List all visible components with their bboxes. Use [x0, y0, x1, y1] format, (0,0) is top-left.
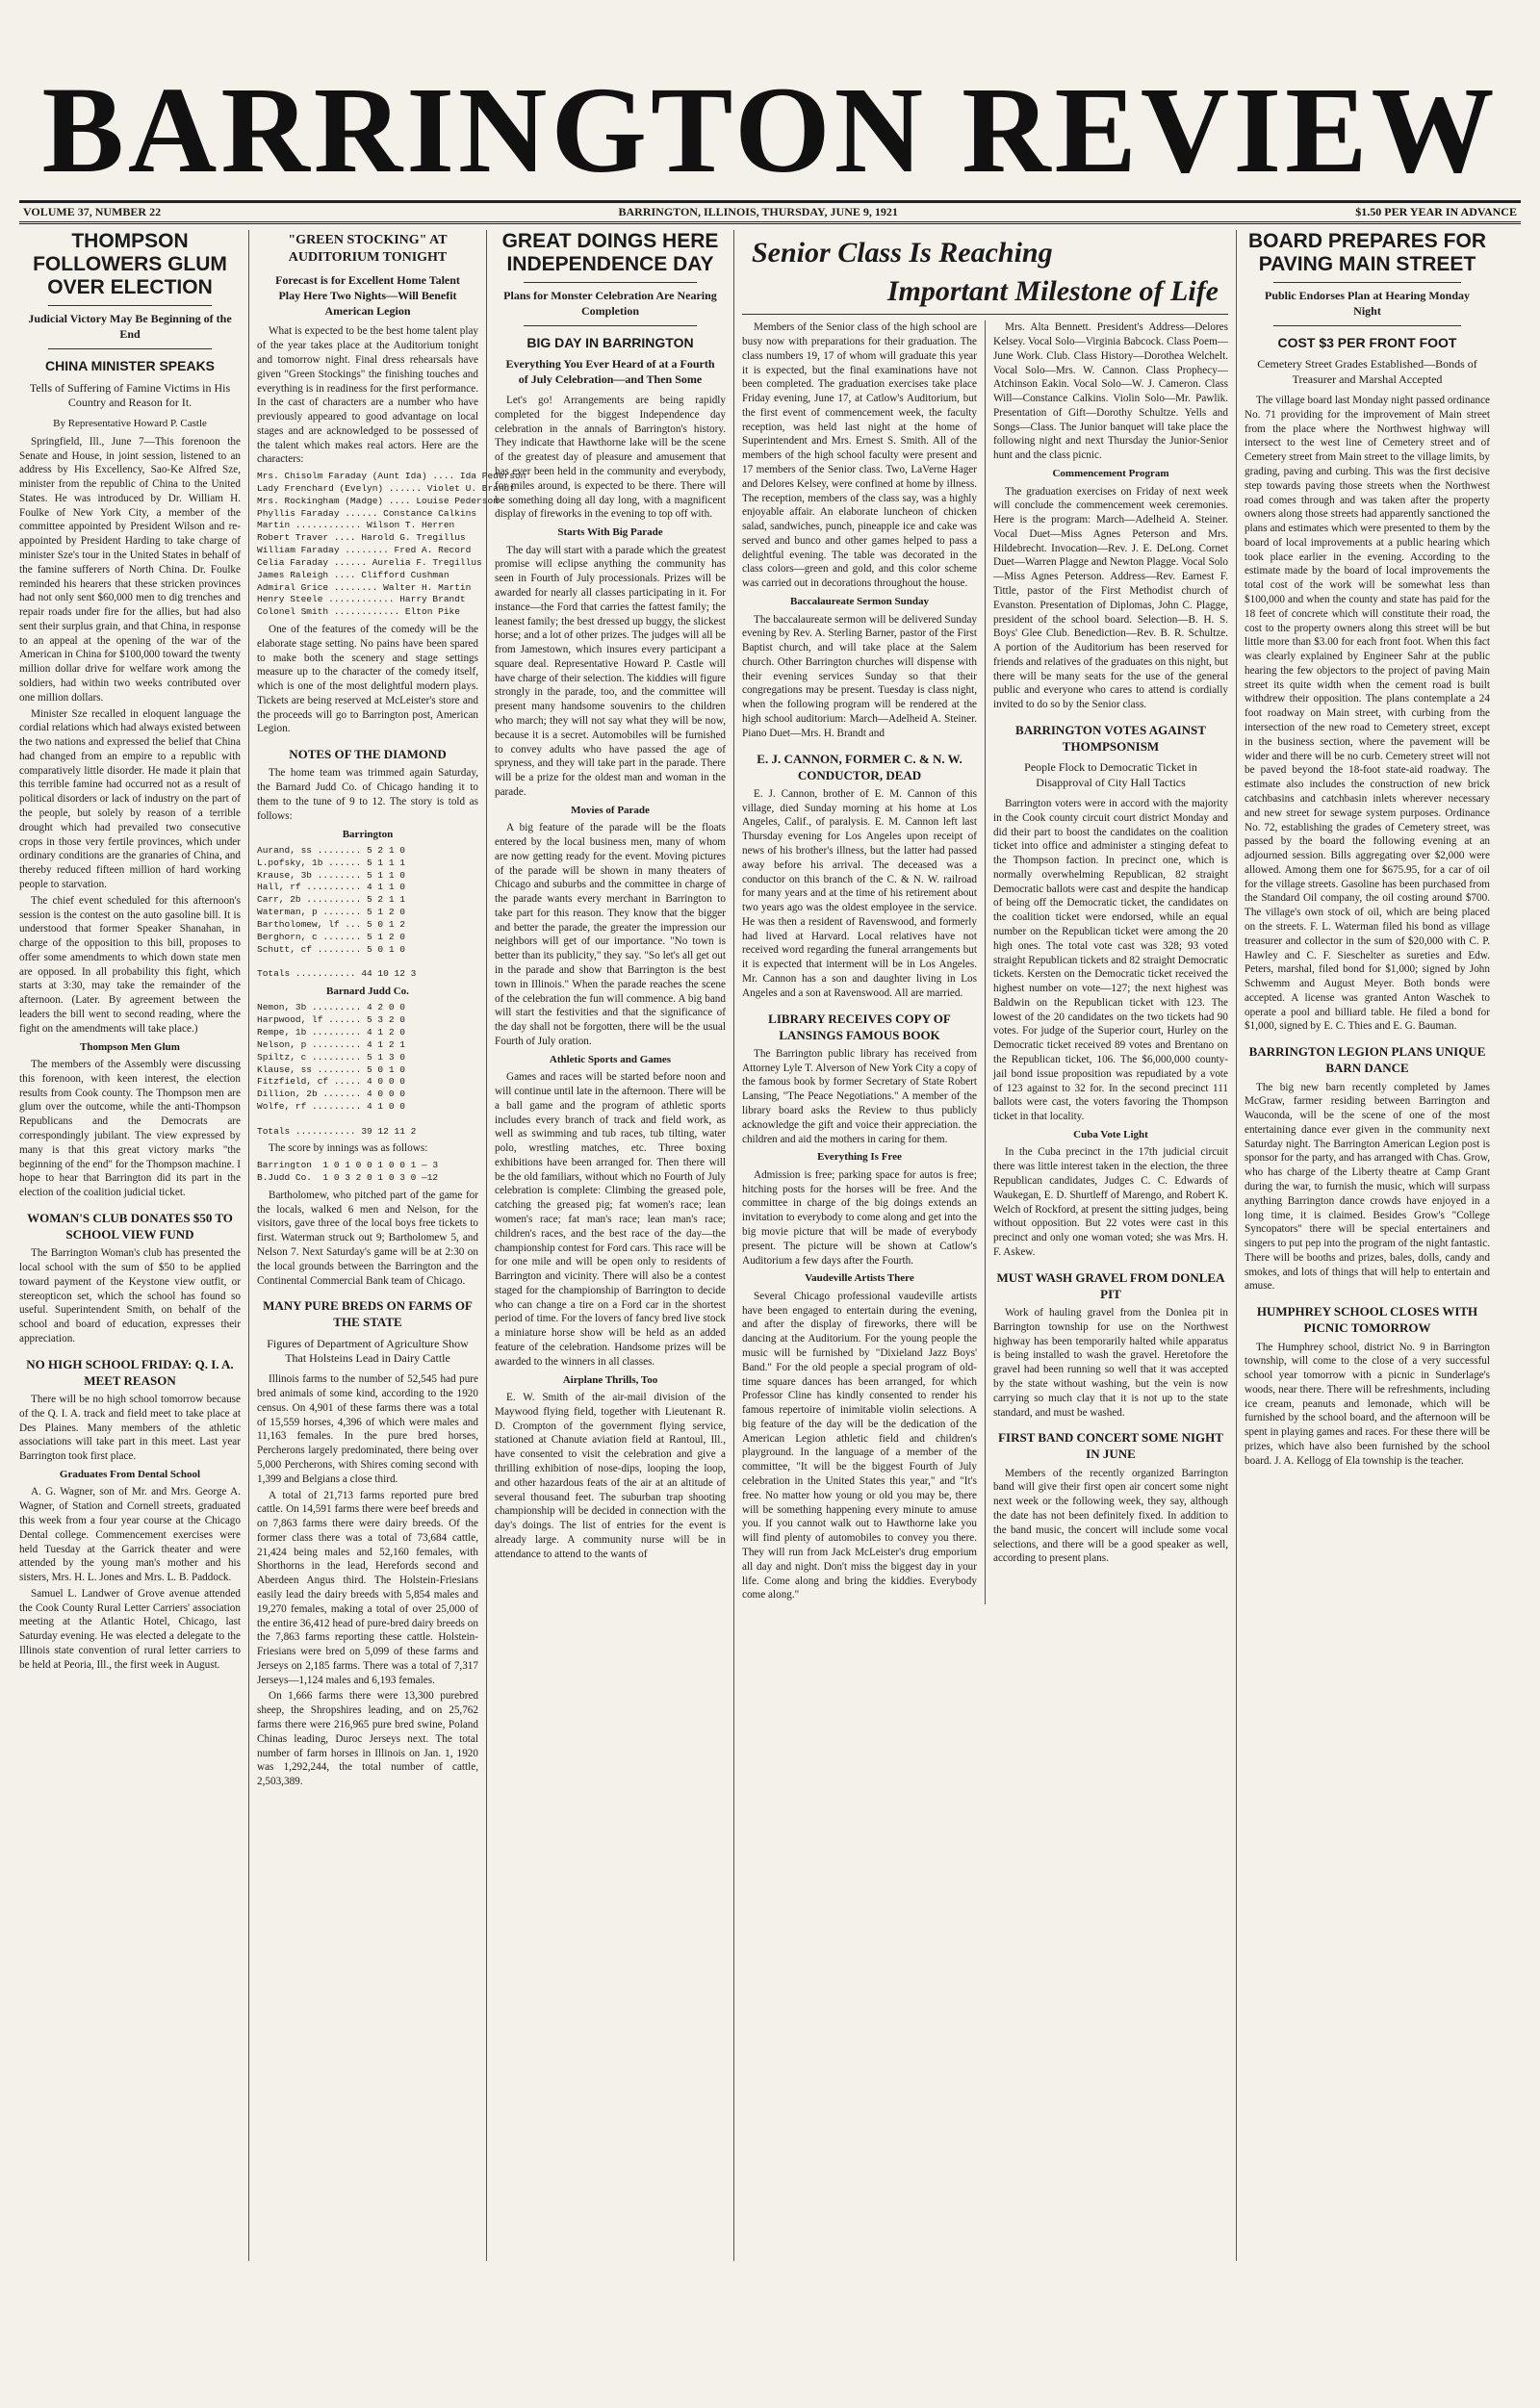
article-text: Barrington voters were in accord with the majority in the Cook county circuit court district Monday and did their part to boost the candidates on the coalition ticket into office and administer a stinging defeat to the Thompson faction. In precinct one, which is normally overwhelming Republican, 82 straight Democratic ballots were cast and despite the handicap of being off the Democratic ticket, the candidates on the coalition ticket were endorsed, while an equal number on the Republican ticket were among the 20 high ones. The total vote cast was 328; 93 voted straight Republican tickets and 82 straight Democratic tickets. Kersten on the Democratic ticket received the highest number on vote—127; the next highest was Baldwin on the Republican ticket with 123. The lowest of the 20 candidates on the two tickets had 90 votes. For judge of the Superior court, Hurley on the Democratic ticket received 89 votes and Brentano on the Republican ticket, 106. The $6,000,000 county-jail bond issue proposition was repudiated by a vote of 123 against to 32 for. In the second precinct 111 ballots were cast, the voters favoring the Thompson ticket in that locality. [993, 797, 1228, 1123]
deck-agriculture: Figures of Department of Agriculture Show That Holsteins Lead in Dairy Cattle [267, 1336, 469, 1366]
dateline [19, 200, 1521, 224]
place-date: BARRINGTON, ILLINOIS, THURSDAY, JUNE 9, 1921 [618, 205, 898, 218]
headline-great-doings: GREAT DOINGS HERE INDEPENDENCE DAY [501, 230, 719, 276]
headline-thompson: THOMPSON FOLLOWERS GLUM OVER ELECTION [33, 230, 227, 299]
subhead-thompson-glum: Thompson Men Glum [80, 1040, 180, 1053]
deck-fourth-of-july: Everything You Ever Heard of at a Fourth of July Celebration—and Then Some [505, 357, 715, 387]
headline-senior-line-1: Senior Class Is Reaching [752, 237, 1053, 269]
subhead-cuba: Cuba Vote Light [1073, 1128, 1148, 1140]
article-text: There will be no high school tomorrow because of the Q. I. A. track and field meet to take place at Des Plaines. Many members of the athletic associations will take part in this meet. Last year Barrington took first place. [19, 1393, 241, 1463]
article-text: The big new barn recently completed by James McGraw, farmer residing between Barrington and Wauconda, will be the scene of one of the most entertaining dance ever given in the community next Saturday night. The Barrington American Legion post is sponsor for the party, and has arranged with Chas. Grow, who has charge of the Liberty theatre at Camp Grant during the war, to furnish the music, which will surpass anything Barrington dance crowds have enjoyed in a long time, it is claimed. Besides Grow's "College Syncopators" there will be special entertainers and singers to put pep into the program of the night fantastic. There will be booths and prizes, bales, dolls, candy and smokes, and lots of things that will help to entertain and amuse. [1245, 1081, 1490, 1293]
headline-band-concert: FIRST BAND CONCERT SOME NIGHT IN JUNE [998, 1430, 1223, 1462]
column-4 [742, 320, 986, 1604]
article-text: A total of 21,713 farms reported pure bred cattle. On 14,591 farms there were beef breeds and on 7,863 farms there were dairy breeds. Of the former class there was a total of 73,684 cattle, 21,424 being males and 52,160 females, with Shorthorns in the lead, Herefords second and Aberdeen Angus third. The Holstein-Friesians easily lead the dairy breeds with 5,854 males and 19,270 females, making a total of over 25,000 of the entire 36,412 head of pure-bred dairy breeds on the 7,863 farms reporting these cattle. Holstein-Friesians were bred on 5,099 of these farms and Jerseys on 2,185 farms. There was a total of 7,317 Jerseys—1,124 males and 6,193 females. [257, 1489, 478, 1686]
article-text: A. G. Wagner, son of Mr. and Mrs. George A. Wagner, of Station and Cornell streets, graduated this week from a four year course at the Chicago Dental college. Commencement exercises were held Tuesday at the Garrick theater and were attended by the young man's mother and his sisters, Mrs. H. L. Jones and Mrs. L. B. Paddock. [19, 1486, 241, 1584]
headline-gravel: MUST WASH GRAVEL FROM DONLEA PIT [996, 1269, 1225, 1301]
article-text: The Barrington public library has received from Attorney Lyle T. Alverson of New York City a copy of the famous book by former Secretary of State Robert Lansing, "The Peace Negotiations." A member of the library board asks the Review to thus publicly acknowledge the gift and voice their appreciation. the children and aid the mothers in caring for them. [742, 1047, 977, 1145]
box-score-barrington: Aurand, ss ........ 5 2 1 0 L.pofsky, 1b ...... 5 1 1 1 Krause, 3b ........ 5 1 1 0 Hall, rf .......... 4 1 1 0 Carr, 2b .......... 5 2 1 1 Waterman, p ....... 5 1 2 0 Bartholomew, lf ... 5 0 1 2 Berghorn, c ....... 5 1 2 0 Schutt, cf ........ 5 0 1 0 Totals ........... 44 10 12 3 [257, 845, 417, 980]
divider [524, 282, 697, 283]
article-text: The graduation exercises on Friday of next week will conclude the commencement week ceremonies. Here is the program: March—Adelheid A. Steiner. Vocal Duet—Miss Agnes Peterson and Mrs. Hildebrecht. Invocation—Rev. J. E. DeLong. Cornet Duet—Warren Plagge and Newton Plagge. Vocal Solo—Miss Agnes Peterson. Address—Rev. Earnest F. Tittle, pastor of the First Methodist church of Evanston. Presentation of Diplomas, John C. Plagge, president of the school board. Selection—B. H. S. Boys' Glee Club. Benediction—Rev. B. R. Schultze. A portion of the Auditorium has been reserved for friends and relatives of the graduates on this night, but there will be many seats for the use of the general public and everyone who cares to attend is cordially invited to do so by the Senior class. [993, 485, 1228, 711]
headline-womans-club: WOMAN'S CLUB DONATES $50 TO SCHOOL VIEW FUND [27, 1210, 233, 1242]
headline-board-paving: BOARD PREPARES FOR PAVING MAIN STREET [1248, 230, 1486, 276]
article-text: Samuel L. Landwer of Grove avenue attended the Cook County Rural Letter Carriers' association meeting at the Atlantic Hotel, Chicago, last Saturday evening. He was elected a delegate to the Illinois state convention of rural letter carriers to be held at Peoria, Ill., the first week in August. [19, 1587, 241, 1671]
subscription-price: $1.50 PER YEAR IN ADVANCE [1355, 205, 1517, 218]
headline-library: LIBRARY RECEIVES COPY OF LANSINGS FAMOUS BOOK [768, 1011, 951, 1042]
divider [1273, 282, 1461, 283]
article-text: What is expected to be the best home talent play of the year takes place at the Auditorium tonight and tomorrow night. Final dress rehearsals have given "Green Stockings" the finishing touches and everything is in readiness for the first performance. In the cast of characters are a number who have previously appeared to good advantage on local stages and are acknowledged to be possessed of the talent which makes real actors. Here are the characters: [257, 325, 478, 466]
article-text: E. W. Smith of the air-mail division of the Maywood flying field, together with Lieutenant R. D. Crompton of the government flying service, stationed at Chanute aviation field at Rantoul, Ill., have consented to visit the celebration and give a thrilling exhibition of nose-dips, looping the loop, and other hazardous feats of the air at an altitude of several thousand feet. The suburban trap shooting championship will be decided in connection with the day's doings. The list of entries for the event is already large. A community nurse will be in attendance to attend to the wants of [495, 1392, 726, 1560]
headline-diamond: NOTES OF THE DIAMOND [289, 747, 447, 762]
newspaper-page [19, 62, 1521, 2358]
column-2 [257, 230, 526, 2261]
box-score-judd: Nemon, 3b ......... 4 2 0 0 Harpwood, lf ...... 5 3 2 0 Rempe, 1b ......... 4 1 2 0 Nelson, p ......... 4 1 2 1 Spiltz, c ......... 5 1 3 0 Klause, ss ........ 5 0 1 0 Fitzfield, cf ..... 4 0 0 0 Dillion, 2b ....... 4 0 0 0 Wolfe, rf ......... 4 1 0 0 Totals ........... 39 12 11 2 [257, 1002, 417, 1137]
article-text: One of the features of the comedy will be the elaborate stage setting. No pains have been spared to make both the scenery and stage settings measure up to the character of the comedy itself, which is one of the most delightful modern plays. Tickets are being reserved at McLeister's store and the proceeds will go to Barrington post, American Legion. [257, 623, 478, 735]
article-text: On 1,666 farms there were 13,300 purebred sheep, the Shropshires leading, and on 25,762 farms there were 216,965 pure bred swine, Poland Chinas leading, Duroc Jerseys next. The total number of farm horses in Illinois on Jan. 1, 1920 was 1,292,244, the total number of cattle, 2,503,389. [257, 1690, 478, 1788]
deck-home-talent: Forecast is for Excellent Home Talent Play Here Two Nights—Will Benefit American Legion [275, 272, 460, 318]
article-text: The baccalaureate sermon will be delivered Sunday evening by Rev. A. Sterling Barner, pastor of the First Baptist church, and will take place at the Salem church. Other Barrington churches will dispense with their evening services Sunday so that their congregations may be present. Tuesday is class night, when the following program will be rendered at the high school auditorium: March—Adelheid A. Steiner. Piano Duet—Mrs. H. Brandt and [742, 613, 977, 739]
deck-cemetery: Cemetery Street Grades Established—Bonds of Treasurer and Marshal Accepted [1257, 357, 1477, 387]
headline-big-day: BIG DAY IN BARRINGTON [526, 334, 694, 350]
headline-senior-class [742, 230, 1228, 315]
article-text: Games and races will be started before noon and will continue until late in the afternoon. There will be a ball game and the program of athletic sports includes every branch of track and field work, as well as swimming and tub races, tub tilting, water polo, wrestling matches, etc. Three boxing exhibitions have been arranged for. Then there will be the old familiars, without which no Fourth of July celebration is complete: Climbing the greased pole, catching the greased pig; fat women's race; lean women's race; fat man's race; lean man's race; children's races, and the best race of the day—the championship contest for Ford cars. This race will be for one mile and will be open only to residents of Barrington and vicinity. There will also be a contest staged for the championship of Barrington to decide who can change a tire on a Ford car in the shortest period of time. For the lovers of fancy bred live stock a miniature horse show will be held as an added feature of the celebration. Handsome prizes will be awarded to the winners in all classes. [495, 1071, 726, 1368]
article-text: The score by innings was as follows: [269, 1142, 428, 1155]
article-text: Work of hauling gravel from the Donlea pit in Barrington township for use on the Northwest highway has been temporarily halted while apparatus is being installed to wash the gravel. Heretofore the gravel had been running so well that it was accepted by the state without washing, but the vein is now carrying so much clay that it is not up to the state standard, and must be washed. [993, 1307, 1228, 1419]
article-text: Several Chicago professional vaudeville artists have been engaged to entertain during the evening, and after the display of fireworks, there will be dancing at the Auditorium. For the young people the music will be furnished by "Dixieland Jazz Boys' Band." For the old people a special program of old-time square dances has been arranged, for which Professor Cline has kindly consented to render his famous repertoire of inimitable violin selections. A big feature of the day will be the dedication of the American Legion athletic field and children's playground. In the language of a member of the committee, "It will be the biggest Fourth of July celebration in the United States this year," and "It's free. No matter how young or old you may be, there will be something happening every minute to amuse you. If you cannot walk out to Hawthorne lake you will find plenty of automobiles to convey you there. They will run from Jack McLeister's drug emporium all day and night. Don't miss the biggest day in your life. Come along and bring the kiddies. Everybody come along." [742, 1290, 977, 1601]
article-text: The village board last Monday night passed ordinance No. 71 providing for the improvement of Main street from the place where the Northwest highway will intersect to the west line of Cemetery street and of Cemetery street from Main street to the village limits, by grading, paving and curbing. This was the first decisive step towards paving those streets when the Northwest road comes through and was taken after the property owners along those streets had apparently sanctioned the plans and estimates which were presented to them by the board of local improvements at a public hearing which took place earlier in the evening. According to the estimate made by the board of local improvements the total cost of the work will be somewhat less than $100,000 and when the county and state has paid for the 18 feet of concrete which will constitute their road, the cost to the property owners along this street will be but little more than $3.00 for each front foot. When this fact was clearly explained by Engineer Sahr at the public hearing the few objectors to the project of paving Main street its quite width when the cement road is built withdrew their opposition. The plans contemplate a 24 foot roadway on Main street, with curbing from the intersection of the new road to Cemetery street, except in the business section, where the pavement will be wider and there will be no curb. Cemetery street will not be paved beyond the 18-foot state-aid roadway. The estimate also includes the construction of new brick catchbasins and catchbasin inlets wherever necessary and new street for sewage system purposes. Ordinance No. 72, establishing the grades of Cemetery street, was passed by the board the following evening at an adjourned session. Bills aggregating over $2,000 were allowed. Among them one for $675.95, for a car of oil for the village streets. Gasoline has been purchased from the Standard Oil company, the oil costing around $700. The village's own stock of oil, which are being placed on the streets. F. L. Waterman filed his bond as village treasurer and collector in the sum of $20,000 with C. P. Hawley and C. F. Sieschelter as sureties and Edw. Peters, marshal, filed bond for $1,000; signed by John Schwemm and August Meyer. Both bonds were accepted. A license was granted Anton Waschek to operate a pool and billiard table. He filed a bond for $1,000, signed by E. C. Thies and E. G. Bauman. [1245, 395, 1490, 1033]
divider [48, 305, 212, 306]
cast-list: Mrs. Chisolm Faraday (Aunt Ida) .... Ida Pederson Lady Frenchard (Evelyn) ...... Violet U. Brandt Mrs. Rockingham (Madge) .... Louise Pederson Phyllis Faraday ...... Constance Calkins Martin ............ Wilson T. Herren Robert Traver .... Harold G. Tregillus William Faraday ........ Fred A. Record Celia Faraday ...... Aurelia F. Tregillus James Raleigh .... Clifford Cushman Admiral Grice ........ Walter H. Martin Henry Steele ............ Harry Brandt Colonel Smith ............ Elton Pike [257, 471, 526, 618]
article-text: Mrs. Alta Bennett. President's Address—Delores Kelsey. Vocal Solo—Virginia Babcock. Class Poem—June Work. Club. Class History—Dorothea Welchelt. Vocal Solo—Mrs. W. Cannon. Class Prophecy—Atchinson Eakin. Vocal Solo—W. J. Cameron. Class Will—Constance Calkins. Violin Solo—Mr. Pawlik. Presentation of Gift—Dorothy Schultze. Yells and Songs—Class. The Junior banquet will take place the following night and next Thursday the Junior-Senior hunt and the class picnic. [993, 321, 1228, 462]
box-score-title-judd: Barnard Judd Co. [326, 985, 409, 997]
volume-number: VOLUME 37, NUMBER 22 [23, 205, 162, 218]
headline-humphrey: HUMPHREY SCHOOL CLOSES WITH PICNIC TOMORROW [1256, 1304, 1478, 1336]
article-text: Admission is free; parking space for autos is free; hitching posts for the horses will be free. And the committee in charge of the big doings extends an invitation to everybody to come along and get into the big movie picture that will be made of everybody present. The picture will be shown at Catlow's Auditorium a few days after the Fourth. [742, 1168, 977, 1267]
subhead-parade: Starts With Big Parade [557, 526, 663, 539]
article-text: Let's go! Arrangements are being rapidly completed for the biggest Independence day celebration in the annals of Barrington's history. They indicate that Hawthorne lake will be the scene of the greatest day of pleasure and amusement that has ever been held in the community and everybody, for miles around, is expected to be there. There will be something doing all day long, with a magnificent display of fireworks in the evening to top off with. [495, 395, 726, 521]
headline-barn-dance: BARRINGTON LEGION PLANS UNIQUE BARN DANCE [1248, 1044, 1486, 1076]
subhead-movies: Movies of Parade [571, 804, 650, 816]
subhead-commencement: Commencement Program [1052, 468, 1169, 479]
article-text: The chief event scheduled for this afternoon's session is the contest on the auto gasoline bill. It is understood that former Speaker Shanahan, in charge of the opposition to this bill, proposes to offer some amendments to which down state men are opposed. In all probability this fight, which starts at 3:30, may take the remainder of the afternoon. (Later. By agreement between the leaders the bill went to second reading, where the fight on the amendments will take place.) [19, 894, 241, 1035]
column-3 [495, 230, 734, 2261]
article-text: The home team was trimmed again Saturday, the Barnard Judd Co. of Chicago handing it to them to the tune of 9 to 12. The story is told as follows: [257, 767, 478, 822]
byline: By Representative Howard P. Castle [53, 418, 207, 430]
article-text: Minister Sze recalled in eloquent language the cordial relations which had always existed between the two nations and expressed the belief that China had changed from an empire to a republic with comparatively little disorder. He made it plain that this terrible famine had occurred not as a result of political disorders or lack of industry on the part of the people, but solely by reason of a terrible drought which had prevailed two consecutive crops in those very fertile provinces, which under ordinary conditions are the granaries of China, and thereby reduced fifteen million of hard working people to starvation. [19, 707, 241, 890]
headline-no-high-school: NO HIGH SCHOOL FRIDAY: Q. I. A. MEET REASON [26, 1356, 234, 1388]
columns [19, 230, 1521, 2261]
headline-cannon: E. J. CANNON, FORMER C. & N. W. CONDUCTOR, DEAD [757, 751, 962, 782]
subhead-vaudeville: Vaudeville Artists There [805, 1272, 914, 1285]
article-text: Members of the recently organized Barrington band will give their first open air concert some night next week or the following week, they say, although the date has not been definitely fixed. In addition to the band music, the concert will include some vocal selections, and there will be a good speaker as well, according to present plans. [993, 1467, 1228, 1565]
divider [48, 348, 212, 349]
article-text: Illinois farms to the number of 52,545 had pure bred animals of some kind, according to the 1920 census. On 4,901 of these farms there was a total of 15,559 horses, 4,396 of which were males and 11,163 females. In the pure bred horses, Percherons largely predominated, there being over 5,000 Percherons, with Shires coming second with 1,399 and Belgians a close third. [257, 1373, 478, 1485]
column-1 [19, 230, 249, 2261]
column-6 [1245, 230, 1498, 2261]
masthead: BARRINGTON REVIEW [41, 62, 1499, 198]
article-text: A big feature of the parade will be the floats entered by the local business men, many of whom are now getting ready for the event. Moving pictures of the parade will be shown in many theaters of Chicago and suburbs and the committee in charge of the parade wants every merchant in Barrington to take part for this reason. They know that the bigger and better the parade, the greater the impression our neighbors will get of our importance. "No town is better than its publicity," they say. "So let's all get out in the parade and show that Barrington is the best town in Illinois." When the parade reaches the scene of the celebration the fun will commence. A big band will start the festivities and that the significance of the day shall not be forgotten, there will be the usual Fourth of July oration. [495, 822, 726, 1047]
article-text: E. J. Cannon, brother of E. M. Cannon of this village, died Sunday morning at his home at Los Angeles, Calif., of paralysis. E. M. Cannon left last Thursday evening for Los Angeles upon receipt of news of his brother's illness, but the latter had passed away before his arrival. The deceased was a conductor on this branch of the C. & N. W. railroad for many years and at the time of his retirement about two years ago was the oldest employee in the service. He was then a resident of Ravenswood, and formerly had lived at Harvard. Local relatives have not received word regarding the funeral arrangements but it is expected that interment will be in Los Angeles. Mr. Cannon has a son and daughter living in Los Angeles and a son at Ravenswood. All are married. [742, 787, 977, 999]
headline-pure-breds: MANY PURE BREDS ON FARMS OF THE STATE [263, 1298, 473, 1330]
article-text: Bartholomew, who pitched part of the game for the locals, walked 6 men and Nelson, for the visitors, gave three of the local boys free tickets to first. Waterman struck out 9; Bartholomew 5, and Nelson 7. Next Saturday's game will be at 2:30 on the local grounds between the Barrington and the Continental Commercial Bank team of Chicago. [257, 1189, 478, 1287]
headline-green-stocking: "GREEN STOCKING" AT AUDITORIUM TONIGHT [288, 233, 448, 266]
headline-senior-line-2: Important Milestone of Life [886, 274, 1219, 307]
article-text: The Barrington Woman's club has presented the local school with the sum of $50 to be applied toward payment of the Keystone view outfit, or stereopticon set, which the school has found so useful. Superintendent Smith, on behalf of the school and board of education, expresses their appreciation. [19, 1247, 241, 1345]
subhead-sports: Athletic Sports and Games [549, 1053, 672, 1065]
senior-subcolumns [742, 320, 1228, 1604]
headline-china-minister: CHINA MINISTER SPEAKS [44, 358, 216, 374]
article-text: The members of the Assembly were discussing this forenoon, with keen interest, the election results from Cook county. The Thompson men are glum over the outcome, while the anti-Thompson Republicans and the Democrats are correspondingly jubilant. The view expressed by many is that this great victory marks "the beginning of the end" for the Thompson machine. I hope to hear that Barrington did its part in the election of the coalition judicial ticket. [19, 1059, 241, 1199]
headline-cost: COST $3 PER FRONT FOOT [1277, 334, 1457, 350]
innings-score: Barrington 1 0 1 0 0 1 0 0 1 — 3 B.Judd Co. 1 0 3 2 0 1 0 3 0 —12 [257, 1160, 439, 1184]
deck-democratic: People Flock to Democratic Ticket in Disapproval of City Hall Tactics [1024, 760, 1197, 790]
divider [524, 325, 697, 326]
article-text: The Humphrey school, district No. 9 in Barrington township, will come to the close of a very successful school year tomorrow with a picnic in Sunderlage's woods, near there. There will be refreshments, including ice cream, peanuts and lemonade, which will be furnished by the school board, and the afternoon will be spent in playing games and races. For these there will be prizes, which have also been furnished by the school board. J. A. Kellogg of Ela township is the teacher. [1245, 1341, 1490, 1467]
deck-famine: Tells of Suffering of Famine Victims in His Country and Reason for It. [29, 380, 231, 410]
subhead-baccalaureate: Baccalaureate Sermon Sunday [789, 596, 930, 608]
deck-public-endorses: Public Endorses Plan at Hearing Monday Night [1264, 289, 1471, 319]
subhead-free: Everything Is Free [817, 1151, 902, 1164]
box-score-title-barrington: Barrington [342, 828, 394, 840]
deck-celebration: Plans for Monster Celebration Are Nearing Completion [503, 289, 717, 319]
divider [1273, 325, 1461, 326]
article-text: The day will start with a parade which the greatest promise will eclipse anything the community has seen in Fourth of July processionals. Prizes will be awarded for nearly all classes participating in it. For instance—the Ford that carries the fattest family; the leanest family; the best dressed up buggy, the slickest horse; and a lot of other prizes. The judges will all be from Jamestown, which insures every participant a square deal. Representative Howard P. Castle will have charge of their selection. The kiddies will figure strongly in the parade, too, and the committee will present many handsome souvenirs to the children who march; they will not say what they will be now, because it is a secret. Automobiles will be furnished to convey adults who have passed the age of spryness, and they will take part in the parade. There will be a prize for the oldest man and woman in the parade. [495, 544, 726, 798]
subhead-dental-school: Graduates From Dental School [59, 1468, 201, 1480]
column-5 [993, 320, 1228, 1604]
subhead-airplane: Airplane Thrills, Too [562, 1373, 658, 1386]
article-text: Springfield, Ill., June 7—This forenoon the Senate and House, in joint session, listened to an address by His Excellency, Sao-Ke Alfred Sze, minister from the republic of China to the United States. He was introduced by Dr. William H. Foulke of New York City, a member of the committee appointed by President Wilson and re-appointed by President Harding to take charge of minister Sze's tour in the United States in behalf of the famine sufferers of North China. Dr. Foulke reminded his hearers that these stricken provinces had not only sent $60,000 men to dig trenches and repair roads under fire for the allies, but had also sent their surplus grain, and that China, in response to an appeal at the opening of the war of the American in China for $100,000 toward the twenty million dollar drive for welfare work among the soldiers, had within two weeks contributed over one million dollars. [19, 435, 241, 704]
column-4-5 [742, 230, 1237, 2261]
headline-votes: BARRINGTON VOTES AGAINST THOMPSONISM [1015, 723, 1206, 755]
deck-judicial: Judicial Victory May Be Beginning of the End [28, 312, 232, 342]
article-text: In the Cuba precinct in the 17th judicial circuit there was little interest taken in the election, the three Republican candidates, Judges C. C. Edwards of Waukegan, E. D. Shurtleff of Marengo, and Robert K. Welch of Rockford, at present the sitting judges, being without opposition. But 22 votes were cast in this precinct and only one woman voted; she was Mrs. H. F. Askew. [993, 1146, 1228, 1258]
article-text: Members of the Senior class of the high school are busy now with preparations for their graduation. The class numbers 19, 17 of whom will graduate this year it is expected, but the final examinations have not been completed. The graduation exercises take place Friday evening, June 17, at Catlow's Auditorium, but the first event of commencement week, the faculty reception, was held last night at the home of Superintendent and Mrs. Ernest S. Smith. All of the members of the high school faculty were present and 17 members of the Senior class. Two, LaVerne Hager and Delores Kelsey, were confined at home by illness. The reception, members of the class say, was a highly enjoyable affair. An elaborate luncheon of chicken salad, sandwiches, punch, pineapple ice and cake was served and bunco and other games helped to pass a delightful evening. The table was decorated in the class colors—green and gold, and this color scheme was carried out in decorations throughout the house. [742, 321, 977, 590]
